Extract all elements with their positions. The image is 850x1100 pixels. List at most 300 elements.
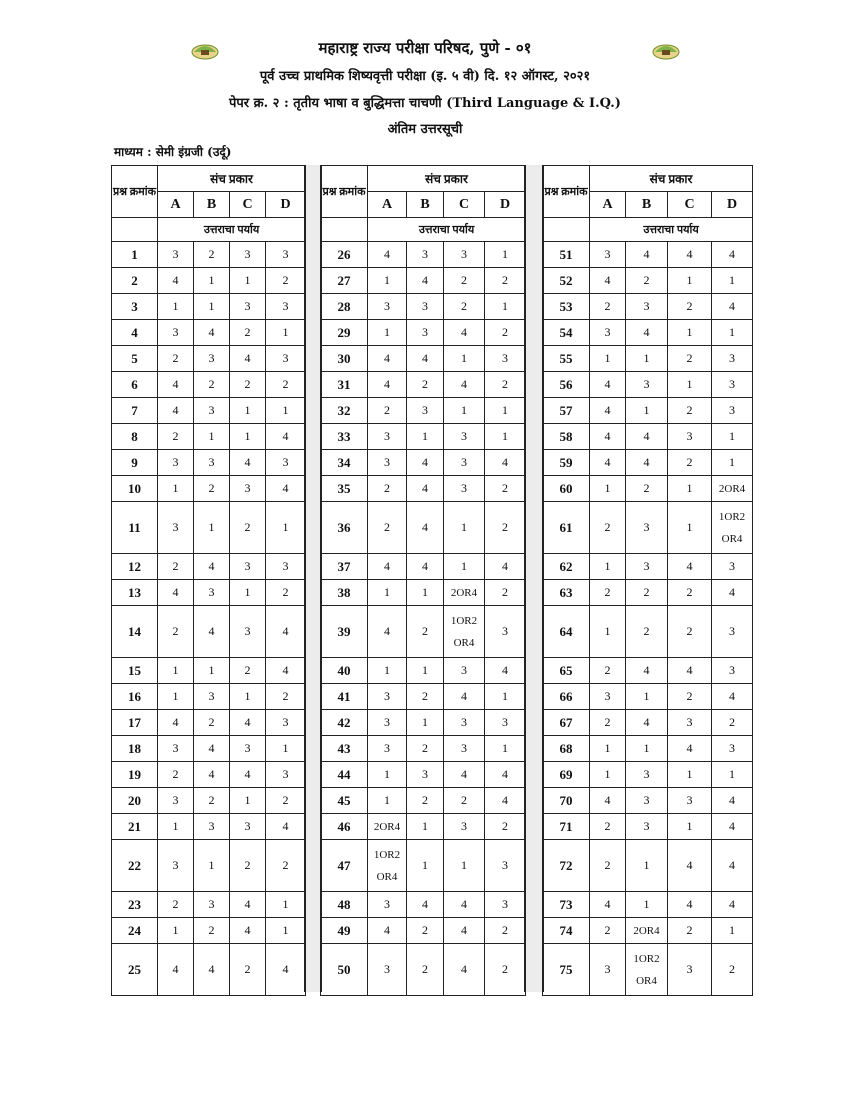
question-number: 45: [321, 788, 368, 814]
question-number: 15: [112, 658, 158, 684]
table-row: [321, 554, 526, 580]
question-number: 48: [321, 892, 368, 918]
question-number: 44: [321, 762, 368, 788]
question-number: 30: [321, 346, 368, 372]
answer-cell: 2: [158, 606, 194, 658]
answer-cell: 3: [407, 398, 444, 424]
answer-cell: 1: [194, 840, 230, 892]
blank-header-cell: [112, 218, 158, 242]
answer-cell: 2: [485, 502, 526, 554]
table-row: [543, 268, 753, 294]
answer-cell: 4: [194, 736, 230, 762]
table-row: [321, 658, 526, 684]
set-header: D: [485, 192, 526, 218]
answer-cell: 1: [407, 710, 444, 736]
answer-cell: 1: [444, 502, 485, 554]
answer-cell: 1: [444, 346, 485, 372]
set-type-header: संच प्रकार: [368, 166, 526, 192]
question-number: 9: [112, 450, 158, 476]
answer-cell: 2OR4: [626, 918, 668, 944]
table-row: [112, 502, 306, 554]
answer-cell: 3: [368, 450, 407, 476]
answer-cell: 3: [194, 398, 230, 424]
answer-cell: 1: [158, 814, 194, 840]
answer-cell: 3: [712, 372, 753, 398]
table-row: [112, 736, 306, 762]
answer-cell: 2: [485, 372, 526, 398]
answer-cell: 2: [368, 502, 407, 554]
table-row: [321, 294, 526, 320]
answer-cell: 3: [194, 684, 230, 710]
answer-cell: 3: [626, 762, 668, 788]
answer-cell: 2: [407, 736, 444, 762]
answer-cell: 4: [590, 372, 626, 398]
answer-cell: 4: [158, 710, 194, 736]
answer-cell: 1: [194, 424, 230, 450]
answer-cell: 2: [668, 346, 712, 372]
answer-cell: 4: [368, 554, 407, 580]
set-header: D: [712, 192, 753, 218]
answer-cell: 2: [444, 788, 485, 814]
answer-cell: 2: [485, 580, 526, 606]
answer-cell: 1: [712, 268, 753, 294]
answer-cell: 4: [158, 944, 194, 996]
answer-cell: 2: [194, 710, 230, 736]
question-number: 71: [543, 814, 590, 840]
answer-cell: 4: [230, 762, 266, 788]
table-row: [543, 944, 753, 996]
table-row: [543, 892, 753, 918]
table-row: [543, 242, 753, 268]
answer-cell: 3: [158, 450, 194, 476]
table-row: [112, 840, 306, 892]
question-number: 6: [112, 372, 158, 398]
answer-cell: 2: [158, 554, 194, 580]
document-type: अंतिम उत्तरसूची: [387, 122, 463, 137]
question-number: 58: [543, 424, 590, 450]
question-number: 32: [321, 398, 368, 424]
question-number: 66: [543, 684, 590, 710]
answer-cell: 2: [407, 918, 444, 944]
answer-cell: 4: [407, 502, 444, 554]
answer-options-header: उत्तराचा पर्याय: [158, 218, 306, 242]
table-row: [543, 294, 753, 320]
answer-cell: 3: [407, 242, 444, 268]
question-number: 31: [321, 372, 368, 398]
answer-cell: 4: [590, 450, 626, 476]
question-number: 75: [543, 944, 590, 996]
table-row: [543, 788, 753, 814]
question-number: 59: [543, 450, 590, 476]
table-row: [321, 918, 526, 944]
answer-cell: 3: [444, 450, 485, 476]
answer-cell: 3: [444, 710, 485, 736]
answer-cell: 1: [626, 684, 668, 710]
answer-cell: 2: [668, 684, 712, 710]
table-row: [543, 606, 753, 658]
question-number: 28: [321, 294, 368, 320]
answer-cell: 4: [368, 242, 407, 268]
table-row: [543, 580, 753, 606]
answer-cell: 4: [668, 840, 712, 892]
answer-cell: 4: [266, 944, 306, 996]
table-row: [543, 476, 753, 502]
set-header: C: [668, 192, 712, 218]
answer-cell: 1: [712, 424, 753, 450]
answer-cell: 3: [368, 736, 407, 762]
answer-cell: 1: [590, 606, 626, 658]
answer-cell: 1: [158, 476, 194, 502]
table-row: [321, 944, 526, 996]
answer-cell: 3: [230, 606, 266, 658]
answer-cell: 3: [485, 346, 526, 372]
table-row: [543, 398, 753, 424]
question-number-header: प्रश्न क्रमांक: [543, 166, 590, 218]
table-row: [543, 736, 753, 762]
question-number: 33: [321, 424, 368, 450]
answer-cell: 3: [712, 658, 753, 684]
blank-header-cell: [321, 218, 368, 242]
answer-cell: 2: [668, 398, 712, 424]
answer-cell: 4: [230, 450, 266, 476]
answer-cell: 2: [590, 918, 626, 944]
answer-table-1: [111, 165, 306, 996]
answer-cell: 1: [230, 788, 266, 814]
table-row: [543, 814, 753, 840]
question-number: 70: [543, 788, 590, 814]
answer-cell: 4: [590, 268, 626, 294]
answer-cell: 1: [485, 684, 526, 710]
table-row: [321, 476, 526, 502]
answer-cell: 4: [407, 450, 444, 476]
answer-cell: 2: [668, 450, 712, 476]
answer-cell: 4: [194, 762, 230, 788]
answer-cell: 3: [158, 736, 194, 762]
answer-cell: 2: [485, 268, 526, 294]
answer-cell: 1: [626, 840, 668, 892]
answer-cell: 1: [590, 346, 626, 372]
answer-cell: 3: [368, 684, 407, 710]
answer-cell: 1: [485, 242, 526, 268]
set-header: A: [368, 192, 407, 218]
answer-cell: 4: [444, 918, 485, 944]
answer-cell: 3: [626, 502, 668, 554]
answer-cell: 2: [590, 710, 626, 736]
question-number: 53: [543, 294, 590, 320]
answer-cell: 2: [590, 294, 626, 320]
answer-cell: 3: [266, 242, 306, 268]
answer-cell: 2: [194, 242, 230, 268]
answer-cell: 1OR2 OR4: [712, 502, 753, 554]
question-number: 57: [543, 398, 590, 424]
answer-cell: 4: [230, 918, 266, 944]
answer-cell: 4: [626, 320, 668, 346]
answer-cell: 1: [407, 580, 444, 606]
answer-cell: 4: [194, 606, 230, 658]
table-row: [112, 320, 306, 346]
answer-cell: 4: [668, 736, 712, 762]
table-row: [112, 554, 306, 580]
table-row: [543, 372, 753, 398]
answer-cell: 2: [444, 294, 485, 320]
answer-cell: 4: [712, 814, 753, 840]
answer-cell: 3: [230, 814, 266, 840]
table-row: [112, 684, 306, 710]
answer-cell: 4: [485, 658, 526, 684]
answer-cell: 1: [485, 424, 526, 450]
set-type-header: संच प्रकार: [590, 166, 753, 192]
answer-cell: 1: [668, 320, 712, 346]
table-row: [112, 762, 306, 788]
question-number: 72: [543, 840, 590, 892]
answer-cell: 3: [444, 242, 485, 268]
answer-cell: 3: [712, 736, 753, 762]
table-row: [321, 450, 526, 476]
answer-cell: 4: [194, 944, 230, 996]
table-row: [543, 762, 753, 788]
answer-cell: 4: [712, 788, 753, 814]
answer-cell: 4: [368, 918, 407, 944]
answer-cell: 2: [158, 762, 194, 788]
answer-cell: 2: [485, 944, 526, 996]
table-row: [543, 840, 753, 892]
answer-cell: 3: [444, 476, 485, 502]
answer-cell: 3: [444, 658, 485, 684]
answer-cell: 3: [230, 294, 266, 320]
question-number: 74: [543, 918, 590, 944]
question-number: 5: [112, 346, 158, 372]
answer-cell: 3: [668, 944, 712, 996]
answer-cell: 2: [668, 580, 712, 606]
question-number: 4: [112, 320, 158, 346]
question-number: 34: [321, 450, 368, 476]
table-row: [543, 502, 753, 554]
answer-cell: 4: [626, 658, 668, 684]
table-row: [112, 892, 306, 918]
answer-cell: 1: [712, 918, 753, 944]
answer-cell: 2: [266, 684, 306, 710]
answer-cell: 4: [158, 580, 194, 606]
answer-cell: 3: [626, 788, 668, 814]
answer-cell: 3: [230, 554, 266, 580]
table-row: [112, 710, 306, 736]
answer-cell: 4: [590, 892, 626, 918]
answer-cell: 1: [194, 502, 230, 554]
answer-cell: 3: [668, 788, 712, 814]
answer-cell: 1: [668, 762, 712, 788]
question-number: 35: [321, 476, 368, 502]
answer-cell: 2: [194, 918, 230, 944]
answer-cell: 2: [626, 580, 668, 606]
answer-cell: 1: [368, 658, 407, 684]
answer-cell: 1: [668, 268, 712, 294]
answer-cell: 4: [590, 398, 626, 424]
answer-cell: 3: [266, 762, 306, 788]
answer-cell: 3: [407, 320, 444, 346]
answer-cell: 2: [266, 580, 306, 606]
answer-cell: 3: [712, 554, 753, 580]
answer-cell: 3: [194, 892, 230, 918]
question-number: 56: [543, 372, 590, 398]
answer-cell: 4: [444, 372, 485, 398]
answer-cell: 3: [194, 346, 230, 372]
answer-cell: 4: [668, 242, 712, 268]
answer-cell: 3: [712, 606, 753, 658]
table-row: [112, 398, 306, 424]
answer-table-3: [542, 165, 753, 996]
answer-cell: 1: [668, 502, 712, 554]
answer-cell: 3: [485, 892, 526, 918]
question-number: 43: [321, 736, 368, 762]
answer-cell: 2: [590, 840, 626, 892]
answer-cell: 4: [712, 580, 753, 606]
answer-cell: 4: [266, 476, 306, 502]
answer-cell: 4: [444, 762, 485, 788]
answer-cell: 4: [368, 346, 407, 372]
answer-cell: 4: [712, 684, 753, 710]
answer-cell: 4: [266, 606, 306, 658]
question-number: 64: [543, 606, 590, 658]
set-type-header: संच प्रकार: [158, 166, 306, 192]
table-row: [543, 684, 753, 710]
answer-cell: 4: [444, 684, 485, 710]
question-number: 7: [112, 398, 158, 424]
table-row: [112, 268, 306, 294]
table-row: [543, 320, 753, 346]
question-number: 20: [112, 788, 158, 814]
answer-cell: 3: [368, 424, 407, 450]
question-number: 19: [112, 762, 158, 788]
answer-cell: 2: [230, 372, 266, 398]
table-row: [321, 372, 526, 398]
answer-cell: 3: [368, 944, 407, 996]
answer-cell: 4: [194, 320, 230, 346]
answer-cell: 4: [266, 814, 306, 840]
answer-options-header: उत्तराचा पर्याय: [368, 218, 526, 242]
answer-cell: 3: [485, 840, 526, 892]
header-row: [321, 166, 526, 192]
table-row: [321, 346, 526, 372]
answer-cell: 1: [407, 814, 444, 840]
answer-cell: 2: [485, 918, 526, 944]
answer-cell: 4: [407, 554, 444, 580]
answer-cell: 4: [407, 476, 444, 502]
set-header: A: [590, 192, 626, 218]
answer-cell: 2: [444, 268, 485, 294]
answer-cell: 3: [194, 450, 230, 476]
answer-cell: 1OR2 OR4: [444, 606, 485, 658]
table-row: [543, 424, 753, 450]
question-number: 49: [321, 918, 368, 944]
answer-cell: 1: [485, 398, 526, 424]
answer-cell: 1: [368, 320, 407, 346]
question-number: 54: [543, 320, 590, 346]
question-number: 8: [112, 424, 158, 450]
answer-cell: 1: [485, 294, 526, 320]
answer-cell: 2: [230, 658, 266, 684]
answer-cell: 2: [407, 944, 444, 996]
answer-cell: 1: [712, 762, 753, 788]
answer-cell: 2: [158, 346, 194, 372]
question-number: 63: [543, 580, 590, 606]
question-number: 39: [321, 606, 368, 658]
answer-cell: 4: [407, 346, 444, 372]
table-row: [321, 580, 526, 606]
answer-cell: 4: [266, 658, 306, 684]
answer-cell: 1: [266, 398, 306, 424]
medium-label: माध्यम : सेमी इंग्रजी (उर्दू): [114, 145, 232, 159]
answer-cell: 1OR2 OR4: [368, 840, 407, 892]
answer-cell: 2: [590, 580, 626, 606]
table-row: [321, 242, 526, 268]
answer-cell: 2: [194, 788, 230, 814]
answer-cell: 3: [266, 346, 306, 372]
table-row: [112, 788, 306, 814]
answer-cell: 2: [158, 892, 194, 918]
answer-cell: 1: [266, 892, 306, 918]
question-number: 18: [112, 736, 158, 762]
answer-cell: 1: [158, 918, 194, 944]
answer-cell: 2: [590, 814, 626, 840]
answer-cell: 2: [626, 606, 668, 658]
answer-cell: 3: [590, 944, 626, 996]
question-number: 3: [112, 294, 158, 320]
answer-cell: 1: [158, 684, 194, 710]
answer-cell: 4: [712, 242, 753, 268]
table-row: [112, 658, 306, 684]
answer-cell: 2: [266, 372, 306, 398]
question-number: 27: [321, 268, 368, 294]
answer-cell: 3: [230, 476, 266, 502]
answer-cell: 4: [668, 554, 712, 580]
answer-cell: 1: [230, 268, 266, 294]
table-row: [112, 242, 306, 268]
table-row: [321, 762, 526, 788]
answer-cell: 3: [485, 710, 526, 736]
answer-cell: 4: [485, 450, 526, 476]
question-number: 60: [543, 476, 590, 502]
answer-cell: 4: [668, 658, 712, 684]
answer-cell: 2: [485, 476, 526, 502]
answer-cell: 3: [230, 242, 266, 268]
answer-cell: 1: [590, 762, 626, 788]
answer-cell: 1: [668, 372, 712, 398]
table-row: [112, 424, 306, 450]
question-number: 68: [543, 736, 590, 762]
answer-cell: 3: [266, 710, 306, 736]
answer-cell: 3: [158, 242, 194, 268]
answer-cell: 3: [158, 502, 194, 554]
answer-cell: 1OR2 OR4: [626, 944, 668, 996]
set-header: A: [158, 192, 194, 218]
answer-cell: 4: [368, 606, 407, 658]
question-number: 17: [112, 710, 158, 736]
answer-cell: 4: [444, 892, 485, 918]
answer-cell: 4: [590, 424, 626, 450]
answer-cell: 1: [266, 320, 306, 346]
blank-header-cell: [543, 218, 590, 242]
answer-cell: 1: [230, 398, 266, 424]
answer-cell: 2: [712, 944, 753, 996]
answer-cell: 1: [407, 424, 444, 450]
answer-cell: 1: [668, 814, 712, 840]
answer-cell: 4: [266, 424, 306, 450]
question-number: 1: [112, 242, 158, 268]
answer-cell: 1: [368, 268, 407, 294]
answer-cell: 3: [444, 424, 485, 450]
table-row: [321, 736, 526, 762]
answer-cell: 1: [230, 580, 266, 606]
